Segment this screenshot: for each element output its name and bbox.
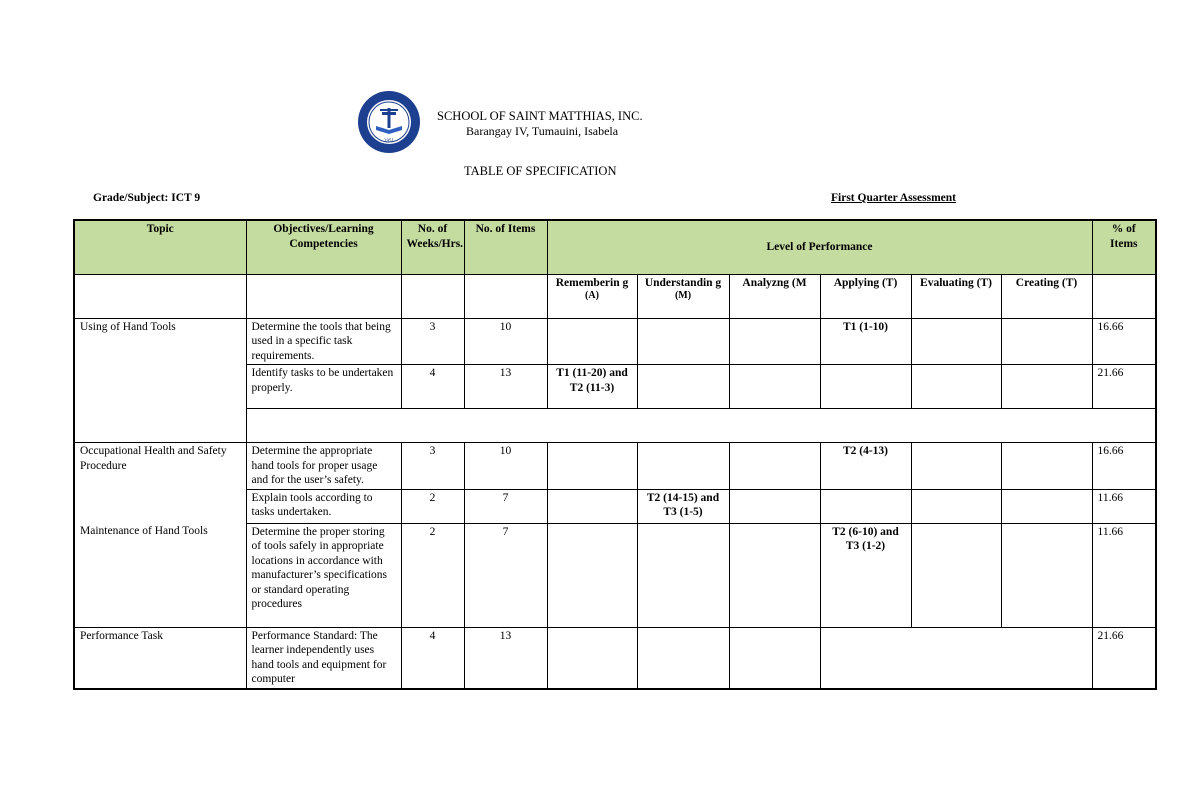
objective-cell: Explain tools according to tasks undertaken. <box>246 489 401 523</box>
table-row <box>74 523 1156 627</box>
table-row <box>74 318 1156 365</box>
school-name: SCHOOL OF SAINT MATTHIAS, INC. <box>437 109 643 123</box>
objective-cell: Determine the tools that being used in a specific task requirements. <box>246 318 401 365</box>
percent-cell: 21.66 <box>1092 365 1156 409</box>
objective-cell: Identify tasks to be undertaken properly. <box>246 365 401 409</box>
specification-table <box>73 219 1157 690</box>
weeks-cell: 4 <box>401 627 464 689</box>
topic-cell: Performance Task <box>74 627 246 689</box>
spacer-row <box>74 409 1156 443</box>
items-cell: 10 <box>464 443 547 490</box>
level-evaluating: Evaluating (T) <box>911 274 1001 318</box>
header-level-of-performance: Level of Performance <box>547 220 1092 274</box>
percent-cell: 16.66 <box>1092 318 1156 365</box>
applying-cell: T2 (6-10) and T3 (1-2) <box>820 523 911 627</box>
objective-cell: Determine the appropriate hand tools for proper usage and for the user’s safety. <box>246 443 401 490</box>
school-address: Barangay IV, Tumauini, Isabela <box>466 124 619 138</box>
table-row <box>74 489 1156 523</box>
items-cell: 10 <box>464 318 547 365</box>
level-creating: Creating (T) <box>1001 274 1092 318</box>
weeks-cell: 3 <box>401 318 464 365</box>
document-title: TABLE OF SPECIFICATION <box>464 164 617 178</box>
objective-cell: Performance Standard: The learner independently uses hand tools and equipment for computer <box>246 627 401 689</box>
header-weeks: No. of Weeks/Hrs. <box>401 220 464 274</box>
weeks-cell: 2 <box>401 489 464 523</box>
level-analyzing: Analyzng (M <box>729 274 820 318</box>
assessment-title: First Quarter Assessment <box>831 192 956 204</box>
header-items: No. of Items <box>464 220 547 274</box>
header-topic: Topic <box>74 220 246 274</box>
level-understanding: Understandin g (M) <box>637 274 729 318</box>
remembering-cell: T1 (11-20) and T2 (11-3) <box>547 365 637 409</box>
applying-cell: T2 (4-13) <box>820 443 911 490</box>
grade-subject: Grade/Subject: ICT 9 <box>93 192 201 204</box>
understanding-cell: T2 (14-15) and T3 (1-5) <box>637 489 729 523</box>
items-cell: 13 <box>464 627 547 689</box>
items-cell: 13 <box>464 365 547 409</box>
percent-cell: 11.66 <box>1092 489 1156 523</box>
weeks-cell: 2 <box>401 523 464 627</box>
level-applying: Applying (T) <box>820 274 911 318</box>
weeks-cell: 3 <box>401 443 464 490</box>
weeks-cell: 4 <box>401 365 464 409</box>
level-remembering: Rememberin g (A) <box>547 274 637 318</box>
percent-cell: 11.66 <box>1092 523 1156 627</box>
items-cell: 7 <box>464 489 547 523</box>
table-row <box>74 627 1156 689</box>
header-percent: % of Items <box>1092 220 1156 274</box>
percent-cell: 16.66 <box>1092 443 1156 490</box>
topic-cell: Using of Hand Tools <box>74 318 246 365</box>
objective-cell: Determine the proper storing of tools safely in appropriate locations in accordance with manufacturer’s specifications or standard operating procedures <box>246 523 401 627</box>
table-row <box>74 365 1156 409</box>
header-objectives: Objectives/Learning Competencies <box>246 220 401 274</box>
items-cell: 7 <box>464 523 547 627</box>
applying-cell: T1 (1-10) <box>820 318 911 365</box>
topic-cell: Occupational Health and Safety Procedure <box>74 443 246 490</box>
svg-text:1951: 1951 <box>383 138 395 143</box>
school-seal-logo <box>357 90 421 154</box>
table-row <box>74 443 1156 490</box>
percent-cell: 21.66 <box>1092 627 1156 689</box>
topic-cell: Maintenance of Hand Tools <box>74 523 246 627</box>
